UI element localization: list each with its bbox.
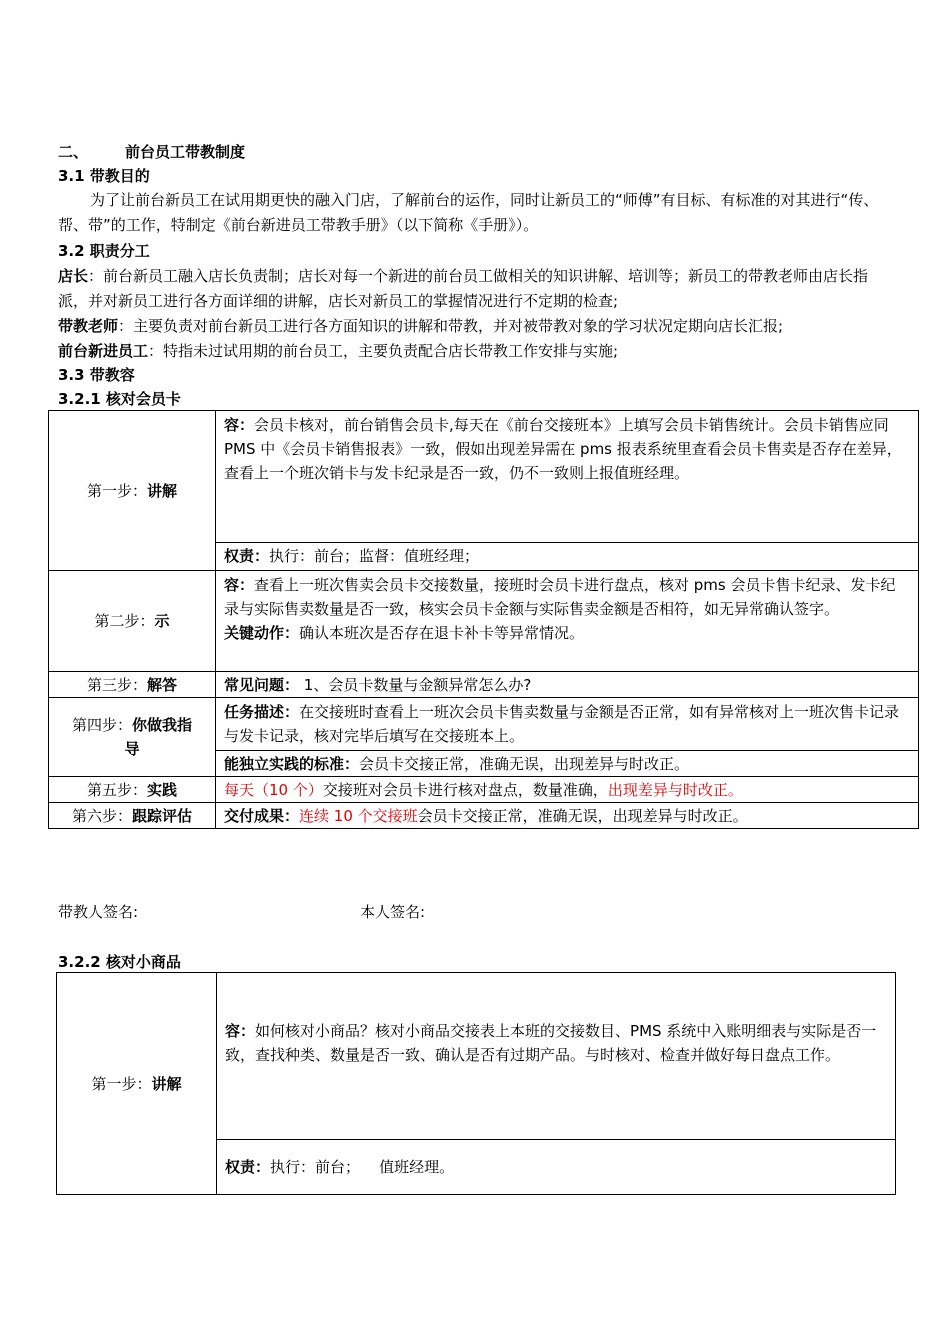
step-prefix: 第二步： <box>94 612 155 630</box>
cell-text: 1、会员卡数量与金额异常怎么办? <box>303 675 532 694</box>
step-cell <box>49 672 216 698</box>
content-cell <box>216 803 919 829</box>
role-sep: ： <box>118 317 134 335</box>
table-row <box>49 571 919 672</box>
step-cell <box>49 698 216 777</box>
step-name: 解答 <box>147 675 178 694</box>
cell-text: 会员卡交接正常，准确无误，出现差异与时改正。 <box>417 806 748 825</box>
cell-label: 权责： <box>224 547 270 565</box>
role-sep: ： <box>148 342 164 360</box>
table-row <box>49 803 919 829</box>
role-store-manager <box>58 264 888 314</box>
cell-label: 能独立实践的标准： <box>224 754 360 773</box>
step-prefix: 第六步： <box>71 806 132 825</box>
table-row <box>57 973 896 1140</box>
highlight-text: 出现差异与时改正。 <box>607 780 743 799</box>
step-name: 跟踪评估 <box>132 806 193 825</box>
step-prefix: 第四步： <box>71 716 132 734</box>
section-title: 前台员工带教制度 <box>125 143 246 161</box>
member-card-table <box>48 410 919 829</box>
step-name: 讲解 <box>147 481 178 500</box>
cell-label: 任务描述： <box>224 703 300 721</box>
role-new-employee <box>58 339 888 364</box>
table-row <box>49 698 919 751</box>
content-cell <box>216 777 919 803</box>
cell-text: 会员卡交接正常，准确无误，出现差异与时改正。 <box>359 754 690 773</box>
duty-cell <box>216 543 919 571</box>
step-cell <box>49 777 216 803</box>
step-cell <box>49 803 216 829</box>
purpose-paragraph: 为了让前台新员工在试用期更快的融入门店，了解前台的运作，同时让新员工的“师傅”有目标、有标准的对其进行“传、帮、带”的工作，特制定《前台新进员工带教手册》（以下简称《手册》）。 <box>58 191 879 234</box>
cell-label: 权责： <box>225 1158 271 1176</box>
highlight-text: 每天（10 个） <box>224 780 323 799</box>
cell-text: 交接班对会员卡进行核对盘点，数量准确， <box>322 780 608 799</box>
heading-3-2-2: 3.2.2 核对小商品 <box>58 953 181 971</box>
step-prefix: 第一步： <box>86 481 147 500</box>
cell-label: 常见问题： <box>224 675 300 694</box>
cell-text: 执行：前台；监督：值班经理； <box>269 547 480 565</box>
role-text: 主要负责对前台新员工进行各方面知识的讲解和带教，并对被带教对象的学习状况定期向店长汇报; <box>133 317 784 335</box>
cell-text: 执行：前台； 值班经理。 <box>270 1158 455 1176</box>
highlight-text: 连续 10 个交接班 <box>299 806 418 825</box>
heading-3-1: 3.1 带教目的 <box>58 167 150 185</box>
step-prefix: 第五步： <box>86 780 147 799</box>
section-number: 二、 <box>58 143 89 161</box>
cell-text: 会员卡核对，前台销售会员卡,每天在《前台交接班本》上填写会员卡销售统计。会员卡销售应同 PMS 中《会员卡销售报表》一致，假如出现差异需在 pms 报表系统里查看会员卡售卖是否存在差异，查看上一个班次销卡与发卡纪录是否一致，仍不一致则上报值班经理。 <box>224 416 902 482</box>
mentor-signature-label: 带教人签名: <box>58 903 139 921</box>
cell-text: 在交接班时查看上一班次会员卡售卖数量与金额是否正常，如有异常核对上一班次售卡记录与发卡记录，核对完毕后填写在交接班本上。 <box>224 703 900 745</box>
step-name: 示 <box>154 612 170 630</box>
cell-text: 确认本班次是否存在退卡补卡等异常情况。 <box>299 624 585 642</box>
duty-cell <box>217 1140 896 1195</box>
step-cell <box>49 571 216 672</box>
heading-3-2-1: 3.2.1 核对会员卡 <box>58 390 181 408</box>
table-row <box>49 672 919 698</box>
content-cell <box>216 411 919 543</box>
role-label: 前台新进员工 <box>58 342 149 360</box>
self-signature-label: 本人签名: <box>360 903 426 921</box>
standard-cell <box>216 751 919 777</box>
table-row <box>49 777 919 803</box>
table-row <box>49 411 919 543</box>
content-cell <box>216 571 919 672</box>
step-cell <box>57 973 217 1195</box>
heading-3-3: 3.3 带教容 <box>58 366 135 384</box>
content-cell <box>216 672 919 698</box>
cell-text: 查看上一班次售卖会员卡交接数量，接班时会员卡进行盘点，核对 pms 会员卡售卡纪录、发卡纪录与实际售卖数量是否一致，核实会员卡金额与实际售卖金额是否相符，如无异常确认签字。 <box>224 576 896 618</box>
cell-label: 交付成果： <box>224 806 300 825</box>
step-name: 你做我指导 <box>124 716 193 758</box>
step-name: 实践 <box>147 780 178 799</box>
role-sep: ： <box>88 267 104 285</box>
cell-label: 关键动作： <box>224 624 300 642</box>
role-mentor <box>58 314 888 339</box>
role-label: 店长 <box>58 267 89 285</box>
step-prefix: 第一步： <box>91 1074 152 1093</box>
role-text: 特指未过试用期的前台员工，主要负责配合店长带教工作安排与实施; <box>163 342 619 360</box>
small-goods-table <box>56 972 896 1195</box>
content-cell <box>216 698 919 751</box>
cell-label: 容： <box>225 1022 256 1040</box>
cell-text: 如何核对小商品？核对小商品交接表上本班的交接数目、PMS 系统中入账明细表与实际是否一致，查找种类、数量是否一致、确认是否有过期产品。与时核对、检查并做好每日盘点工作。 <box>225 1022 877 1064</box>
heading-3-2: 3.2 职责分工 <box>58 242 150 260</box>
cell-label: 容： <box>224 416 255 434</box>
step-prefix: 第三步： <box>86 675 147 694</box>
cell-label: 容： <box>224 576 255 594</box>
role-text: 前台新员工融入店长负责制；店长对每一个新进的前台员工做相关的知识讲解、培训等；新员工的带教老师由店长指派，并对新员工进行各方面详细的讲解，店长对新员工的掌握情况进行不定期的检查; <box>58 267 869 310</box>
role-label: 带教老师 <box>58 317 119 335</box>
step-cell <box>49 411 216 571</box>
content-cell <box>217 973 896 1140</box>
step-name: 讲解 <box>151 1074 182 1093</box>
